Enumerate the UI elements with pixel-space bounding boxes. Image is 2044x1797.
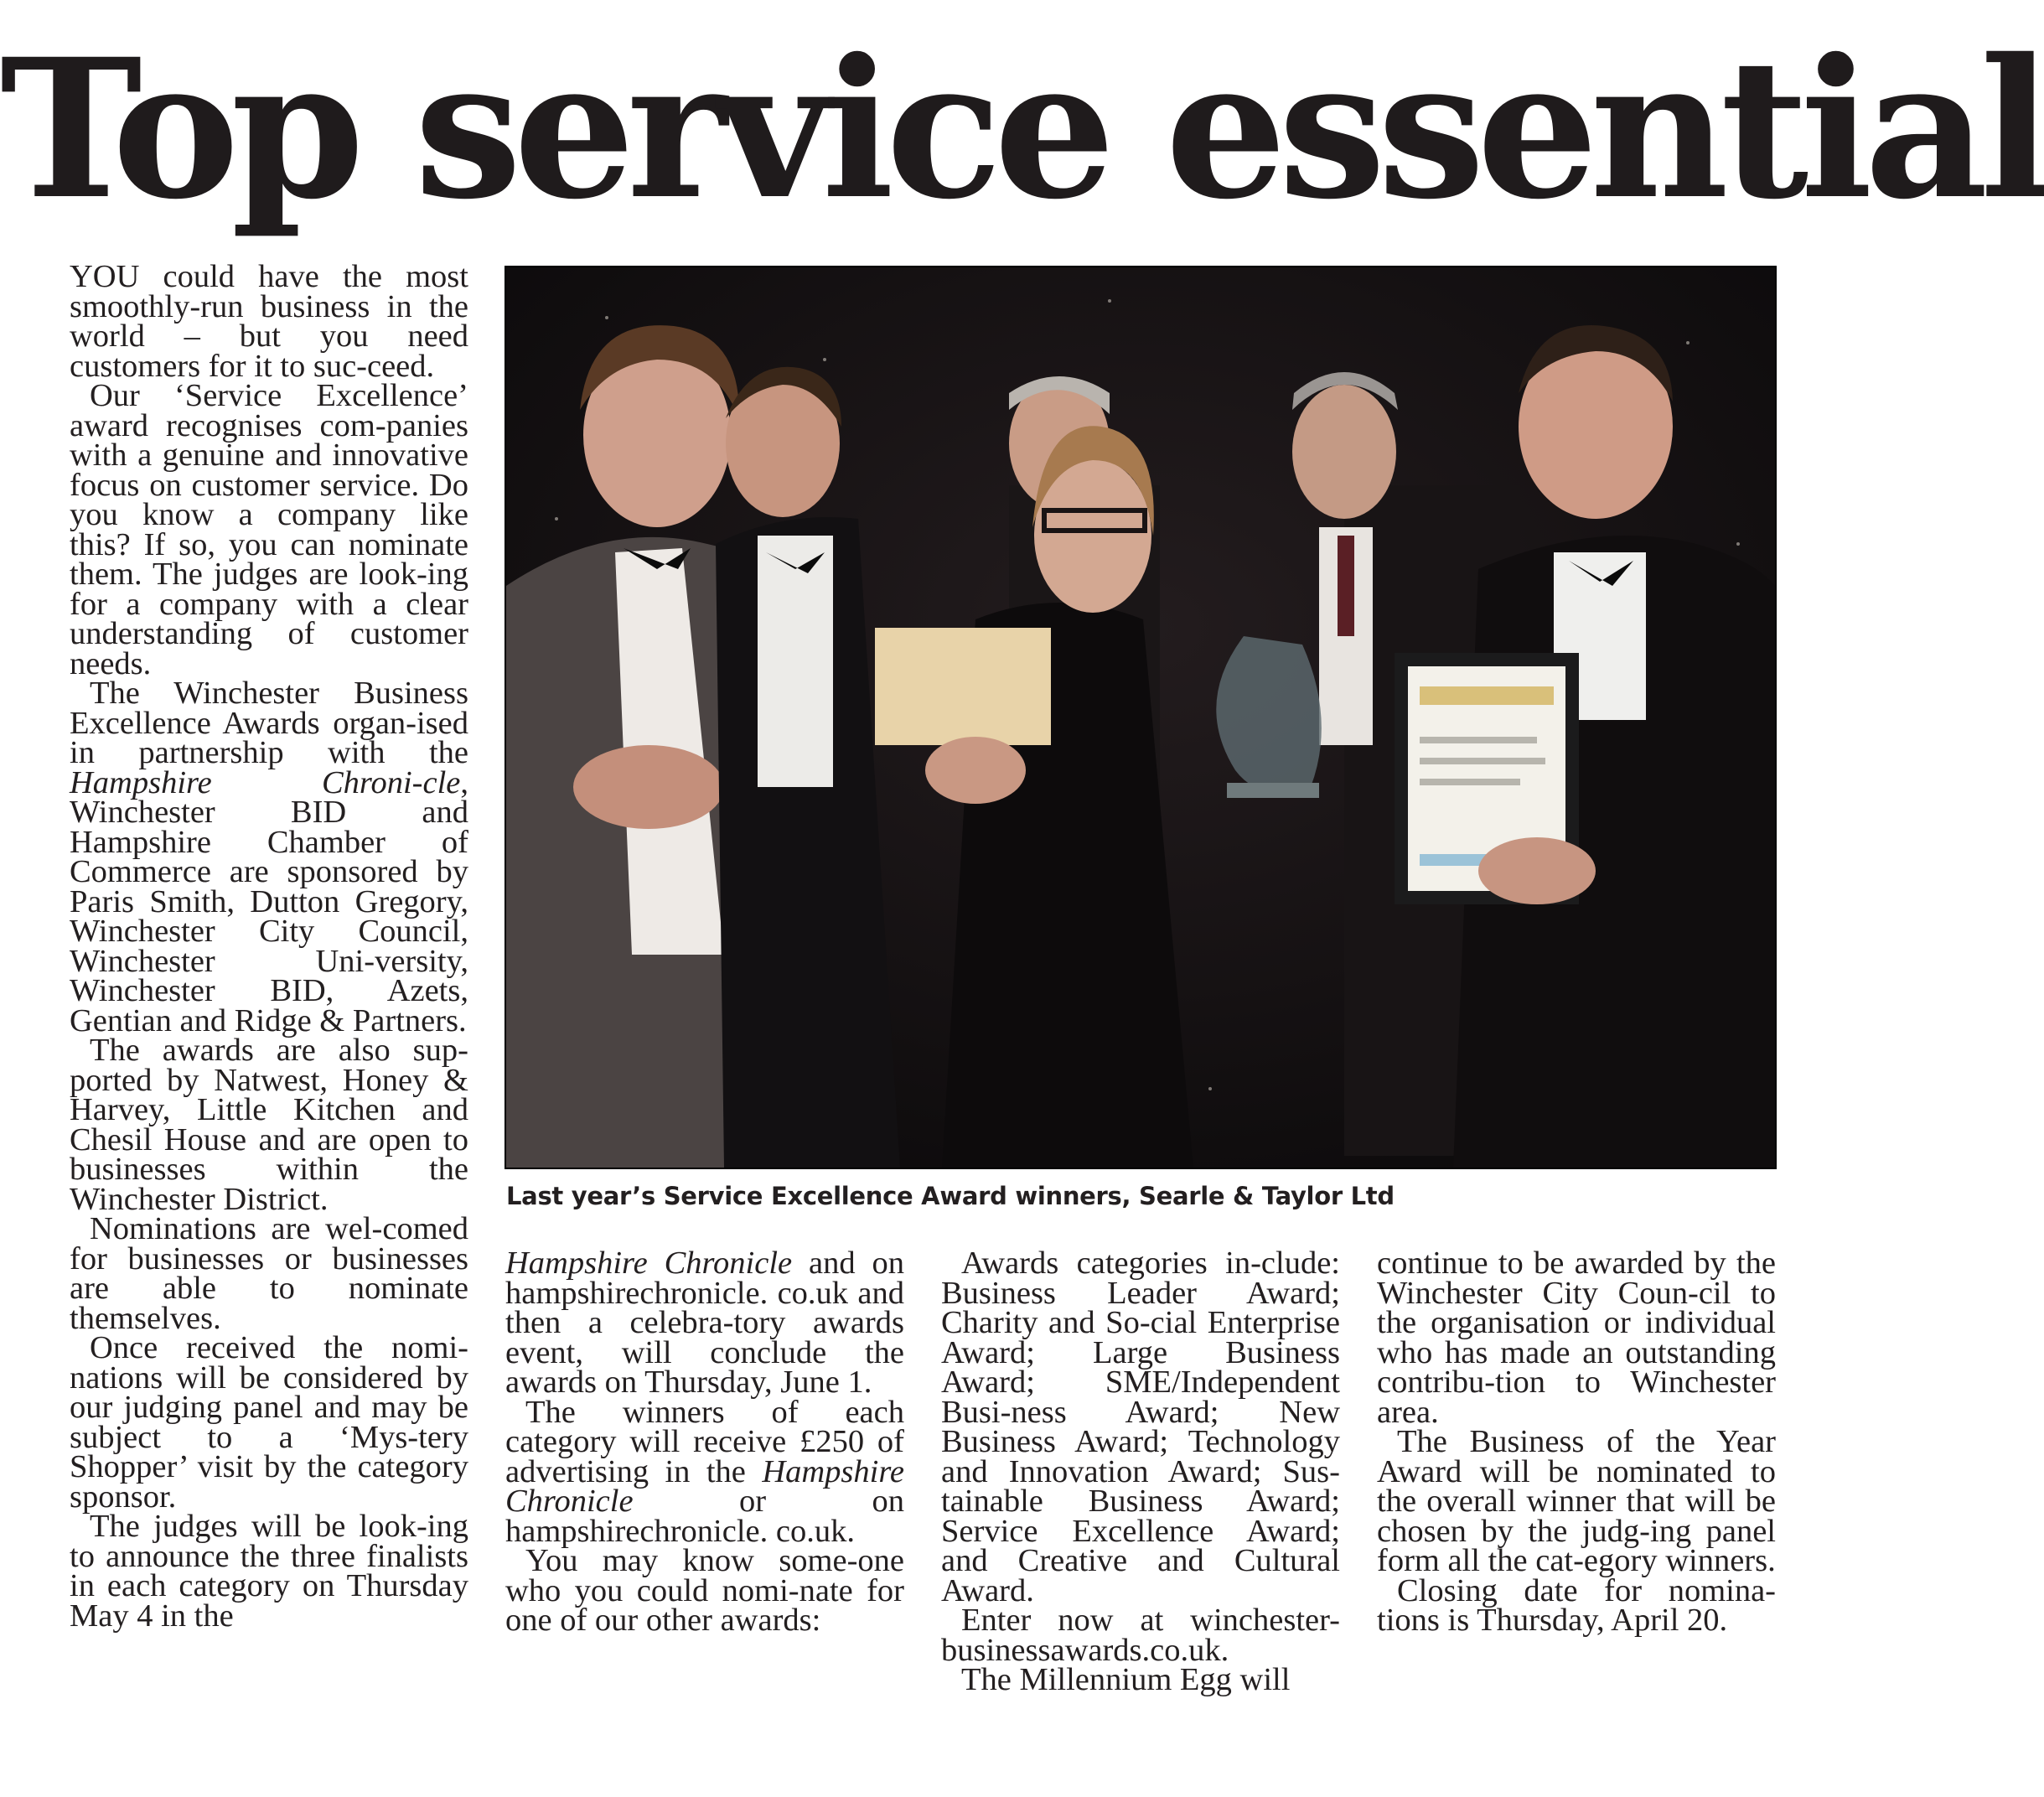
paragraph <box>941 1245 1340 1608</box>
paragraph <box>1377 1572 1776 1638</box>
paragraph <box>70 259 468 384</box>
headline: Top service essential <box>0 17 2044 241</box>
award-winners-illustration <box>506 267 1775 1168</box>
publication-name: Hampshire Chronicle <box>505 1453 904 1519</box>
paragraph-text: continue to be awarded by the Winchester City Coun-cil to the organisation or individual who has made an outstanding contribu-tion to Winchester area. <box>1377 1245 1776 1430</box>
paragraph <box>1377 1245 1776 1430</box>
paragraph-text: Enter now at winchester-businessawards.co.uk. <box>941 1603 1340 1668</box>
paragraph-text: and on hampshirechronicle. co.uk and then a celebra-tory awards event, will conclude the awards on Thursday, June 1. <box>505 1245 904 1400</box>
paragraph-text: YOU could have the most smoothly-run business in the world – but you need customers for it to suc-ceed. <box>70 259 468 384</box>
paragraph-text: The Business of the Year Award will be nominated to the overall winner that will be chosen by the judg-ing panel form all the cat-egory winners. <box>1377 1424 1776 1578</box>
award-winners-photo <box>505 266 1777 1169</box>
paragraph <box>1377 1424 1776 1578</box>
article-column-1 <box>70 259 468 1729</box>
paragraph-text: The judges will be look-ing to announce the three finalists in each category on Thursday May 4 in the <box>70 1509 468 1634</box>
paragraph-text: Awards categories in-clude: Business Leader Award; Charity and So-cial Enterprise Award; Large Business Award; SME/Independent Busi-ness Award; New Business Award; Technology and Innovation Award; Sus-tainable Business Award; Service Excellence Award; and Creative and Cultural Award. <box>941 1245 1340 1608</box>
paragraph-text: or on hampshirechronicle. co.uk. <box>505 1484 904 1549</box>
article-column-3 <box>941 1245 1340 1727</box>
photo-caption: Last year’s Service Excellence Award winners, Searle & Taylor Ltd <box>506 1182 1395 1210</box>
paragraph <box>505 1245 904 1400</box>
paragraph-text: Once received the nomi-nations will be considered by our judging panel and may be subject to a ‘Mys-tery Shopper’ visit by the category sponsor. <box>70 1330 468 1515</box>
paragraph <box>70 1330 468 1515</box>
article-column-2 <box>505 1245 904 1727</box>
article-column-4 <box>1377 1245 1776 1727</box>
paragraph <box>70 1509 468 1634</box>
paragraph <box>70 1211 468 1336</box>
publication-name: Hampshire Chronicle <box>505 1245 793 1281</box>
paragraph <box>70 1033 468 1217</box>
paragraph-text: Our ‘Service Excellence’ award recognises com-panies with a genuine and innovative focus on customer service. Do you know a company like this? If so, you can nominate them. The judges are look-ing for a company with a clear understanding of customer needs. <box>70 378 468 681</box>
paragraph <box>505 1543 904 1638</box>
paragraph-text: The awards are also sup-ported by Natwest, Honey & Harvey, Little Kitchen and Chesil House and are open to businesses within the Winchester District. <box>70 1033 468 1217</box>
paragraph-text: Closing date for nomina-tions is Thursday, April 20. <box>1377 1572 1776 1638</box>
paragraph-text: , Winchester BID and Hampshire Chamber of Commerce are sponsored by Paris Smith, Dutton Gregory, Winchester City Council, Winchester Uni-versity, Winchester BID, Azets, Gentian and Ridge & Partners. <box>70 764 468 1038</box>
publication-name: Hampshire Chroni-cle <box>70 764 461 800</box>
paragraph <box>505 1394 904 1549</box>
paragraph <box>941 1662 1340 1697</box>
paragraph <box>70 676 468 1038</box>
paragraph <box>70 378 468 681</box>
paragraph-text: The Millennium Egg will <box>961 1662 1291 1697</box>
paragraph <box>941 1603 1340 1668</box>
paragraph-text: The Winchester Business Excellence Awards organ-ised in partnership with the <box>70 676 468 770</box>
paragraph-text: Nominations are wel-comed for businesses or businesses are able to nominate themselves. <box>70 1211 468 1336</box>
paragraph-text: You may know some-one who you could nomi-nate for one of our other awards: <box>505 1543 904 1638</box>
paragraph-text: The winners of each category will receive £250 of advertising in the <box>505 1394 904 1489</box>
